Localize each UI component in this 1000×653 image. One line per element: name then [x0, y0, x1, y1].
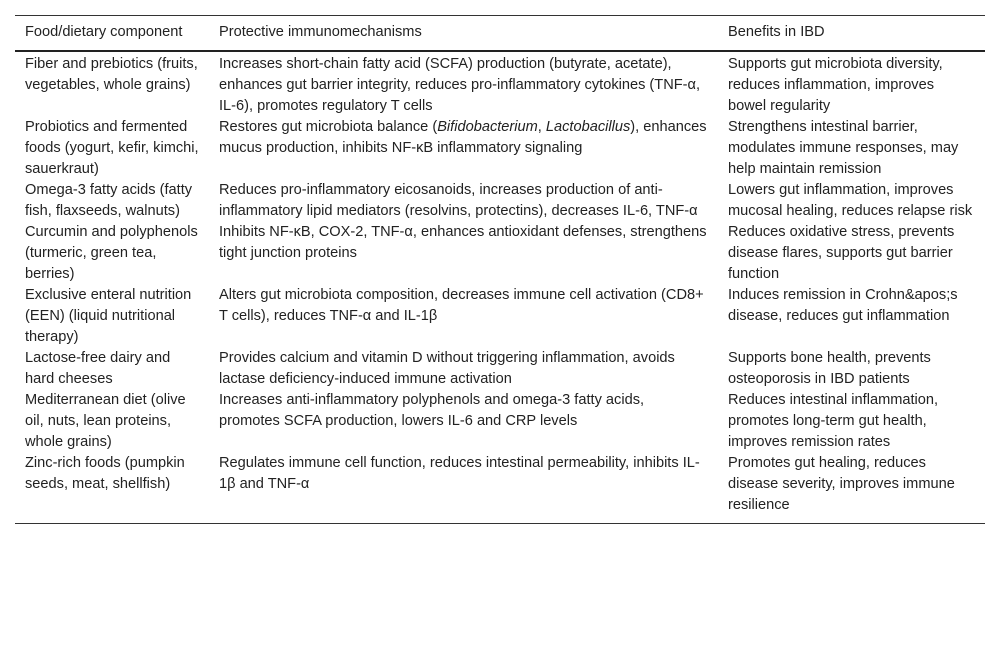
benefits-cell: Supports bone health, prevents osteoporosis in IBD patients — [728, 350, 931, 387]
benefits-cell: Reduces intestinal inflammation, promotes long-term gut health, improves remission rates — [728, 392, 939, 450]
table-row — [15, 390, 985, 453]
benefits-cell: Strengthens intestinal barrier, modulates immune responses, may help maintain remission — [728, 119, 959, 177]
food-cell: Lactose-free dairy and hard cheeses — [25, 350, 171, 387]
table-row — [15, 348, 985, 390]
table-row — [15, 51, 985, 117]
table-row — [15, 285, 985, 348]
benefits-cell: Promotes gut healing, reduces disease severity, improves immune resilience — [728, 455, 955, 513]
mechanisms-cell: Inhibits NF-κB, COX-2, TNF-α, enhances antioxidant defenses, strengthens tight junction proteins — [219, 224, 707, 261]
food-cell: Fiber and prebiotics (fruits, vegetables, whole grains) — [25, 56, 198, 93]
benefits-cell: Supports gut microbiota diversity, reduces inflammation, improves bowel regularity — [728, 56, 943, 114]
mechanisms-text: , — [537, 119, 546, 135]
mechanisms-text: Restores gut microbiota balance ( — [219, 119, 438, 135]
mechanisms-cell: Increases short-chain fatty acid (SCFA) production (butyrate, acetate), enhances gut barrier integrity, reduces pro-inflammatory cytokines (TNF-α, IL-6), promotes regulatory T cells — [219, 56, 701, 114]
mechanisms-cell — [209, 117, 718, 180]
bacteria-name: Bifidobacterium — [437, 119, 538, 135]
food-cell: Probiotics and fermented foods (yogurt, kefir, kimchi, sauerkraut) — [25, 119, 199, 177]
mechanisms-cell: Increases anti-inflammatory polyphenols and omega-3 fatty acids, promotes SCFA production, lowers IL-6 and CRP levels — [219, 392, 645, 429]
mechanisms-text: ), enhances mucus production, inhibits NF-κB inflammatory signaling — [219, 119, 707, 156]
benefits-cell: Reduces oxidative stress, prevents disease flares, supports gut barrier function — [728, 224, 955, 282]
table-row — [15, 180, 985, 222]
food-cell: Curcumin and polyphenols (turmeric, green tea, berries) — [25, 224, 198, 282]
diet-ibd-table-container — [15, 15, 985, 524]
header-food: Food/dietary component — [25, 24, 183, 40]
table-row — [15, 117, 985, 180]
benefits-cell: Induces remission in Crohn&apos;s disease, reduces gut inflammation — [728, 287, 958, 324]
header-benefits: Benefits in IBD — [728, 24, 825, 40]
table-row — [15, 453, 985, 524]
table-header — [15, 16, 985, 52]
benefits-cell: Lowers gut inflammation, improves mucosal healing, reduces relapse risk — [728, 182, 973, 219]
header-mechanisms: Protective immunomechanisms — [219, 24, 422, 40]
food-cell: Zinc-rich foods (pumpkin seeds, meat, shellfish) — [25, 455, 185, 492]
mechanisms-cell: Provides calcium and vitamin D without triggering inflammation, avoids lactase deficiency-induced immune activation — [219, 350, 675, 387]
mechanisms-cell: Alters gut microbiota composition, decreases immune cell activation (CD8+ T cells), reduces TNF-α and IL-1β — [219, 287, 704, 324]
mechanisms-cell: Regulates immune cell function, reduces intestinal permeability, inhibits IL-1β and TNF-α — [219, 455, 700, 492]
food-cell: Omega-3 fatty acids (fatty fish, flaxseeds, walnuts) — [25, 182, 193, 219]
food-cell: Exclusive enteral nutrition (EEN) (liquid nutritional therapy) — [25, 287, 192, 345]
table-row — [15, 222, 985, 285]
bacteria-name: Lactobacillus — [545, 119, 631, 135]
header-row — [15, 16, 985, 52]
table-body — [15, 51, 985, 524]
food-cell: Mediterranean diet (olive oil, nuts, lean proteins, whole grains) — [25, 392, 186, 450]
mechanisms-cell: Reduces pro-inflammatory eicosanoids, increases production of anti-inflammatory lipid mediators (resolvins, protectins), decreases IL-6, TNF-α — [219, 182, 698, 219]
diet-ibd-table — [15, 15, 985, 524]
